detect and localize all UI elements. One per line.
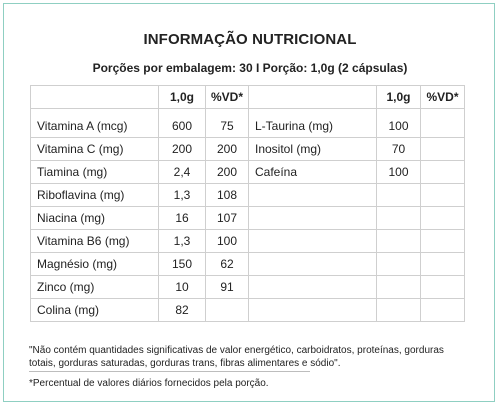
nutrient-vd — [421, 276, 465, 299]
nutrient-name — [249, 184, 377, 207]
nutrient-vd: 107 — [206, 207, 249, 230]
table-row — [31, 299, 465, 322]
table-row — [31, 109, 465, 138]
table-row — [31, 138, 465, 161]
nutrient-amount: 70 — [377, 138, 421, 161]
header-nutrient-right — [249, 86, 377, 109]
table-row — [31, 230, 465, 253]
table-row — [31, 276, 465, 299]
nutrient-name — [249, 207, 377, 230]
nutrient-name — [249, 230, 377, 253]
header-vd-right: %VD* — [421, 86, 465, 109]
nutrient-name: Zinco (mg) — [31, 276, 159, 299]
nutrient-amount — [377, 253, 421, 276]
nutrient-name: Tiamina (mg) — [31, 161, 159, 184]
nutrient-amount: 600 — [159, 109, 206, 138]
nutrient-name: Inositol (mg) — [249, 138, 377, 161]
table-row — [31, 253, 465, 276]
nutrient-vd: 62 — [206, 253, 249, 276]
nutrient-name: Vitamina B6 (mg) — [31, 230, 159, 253]
nutrient-name — [249, 299, 377, 322]
footnote-divider — [29, 371, 310, 372]
nutrient-amount: 82 — [159, 299, 206, 322]
nutrient-vd — [206, 299, 249, 322]
table-row — [31, 184, 465, 207]
nutrient-amount — [377, 207, 421, 230]
nutrient-name: Vitamina C (mg) — [31, 138, 159, 161]
serving-info: Porções por embalagem: 30 I Porção: 1,0g (2 cápsulas) — [92, 61, 408, 75]
nutrient-vd — [421, 230, 465, 253]
nutrient-vd — [421, 184, 465, 207]
nutrient-amount: 10 — [159, 276, 206, 299]
nutrient-amount — [377, 184, 421, 207]
nutrient-name: L-Taurina (mg) — [249, 109, 377, 138]
nutrient-vd — [421, 207, 465, 230]
nutrient-amount: 2,4 — [159, 161, 206, 184]
nutrient-vd: 100 — [206, 230, 249, 253]
nutrient-amount: 100 — [377, 161, 421, 184]
nutrient-name — [249, 253, 377, 276]
nutrient-vd: 91 — [206, 276, 249, 299]
nutrient-vd: 200 — [206, 161, 249, 184]
nutrient-vd — [421, 253, 465, 276]
nutrient-name: Magnésio (mg) — [31, 253, 159, 276]
nutrient-vd: 200 — [206, 138, 249, 161]
nutrient-name: Niacina (mg) — [31, 207, 159, 230]
table-row — [31, 207, 465, 230]
nutrient-vd — [421, 109, 465, 138]
nutrition-table — [30, 85, 465, 322]
nutrient-amount: 1,3 — [159, 230, 206, 253]
label-title: INFORMAÇÃO NUTRICIONAL — [143, 31, 357, 48]
nutrient-amount: 16 — [159, 207, 206, 230]
nutrient-amount — [377, 230, 421, 253]
table-row — [31, 161, 465, 184]
header-vd-left: %VD* — [206, 86, 249, 109]
nutrient-vd: 108 — [206, 184, 249, 207]
nutrient-name: Colina (mg) — [31, 299, 159, 322]
nutrient-name: Vitamina A (mcg) — [31, 109, 159, 138]
footnote-daily-values: *Percentual de valores diários fornecidos pela porção. — [29, 378, 269, 389]
nutrient-amount: 150 — [159, 253, 206, 276]
nutrient-amount: 1,3 — [159, 184, 206, 207]
header-nutrient-left — [31, 86, 159, 109]
nutrient-amount: 100 — [377, 109, 421, 138]
nutrient-amount — [377, 276, 421, 299]
footnote-nutrients: "Não contém quantidades significativas de valor energético, carboidratos, proteínas, gorduras totais, gorduras saturadas, gorduras trans, fibras alimentares e sódio". — [29, 345, 444, 369]
nutrient-vd — [421, 161, 465, 184]
nutrient-amount — [377, 299, 421, 322]
header-amount-left: 1,0g — [159, 86, 206, 109]
nutrient-name: Cafeína — [249, 161, 377, 184]
nutrient-name: Riboflavina (mg) — [31, 184, 159, 207]
nutrient-vd: 75 — [206, 109, 249, 138]
nutrient-amount: 200 — [159, 138, 206, 161]
header-amount-right: 1,0g — [377, 86, 421, 109]
nutrient-name — [249, 276, 377, 299]
nutrient-vd — [421, 299, 465, 322]
nutrient-vd — [421, 138, 465, 161]
table-header-row — [31, 86, 465, 109]
